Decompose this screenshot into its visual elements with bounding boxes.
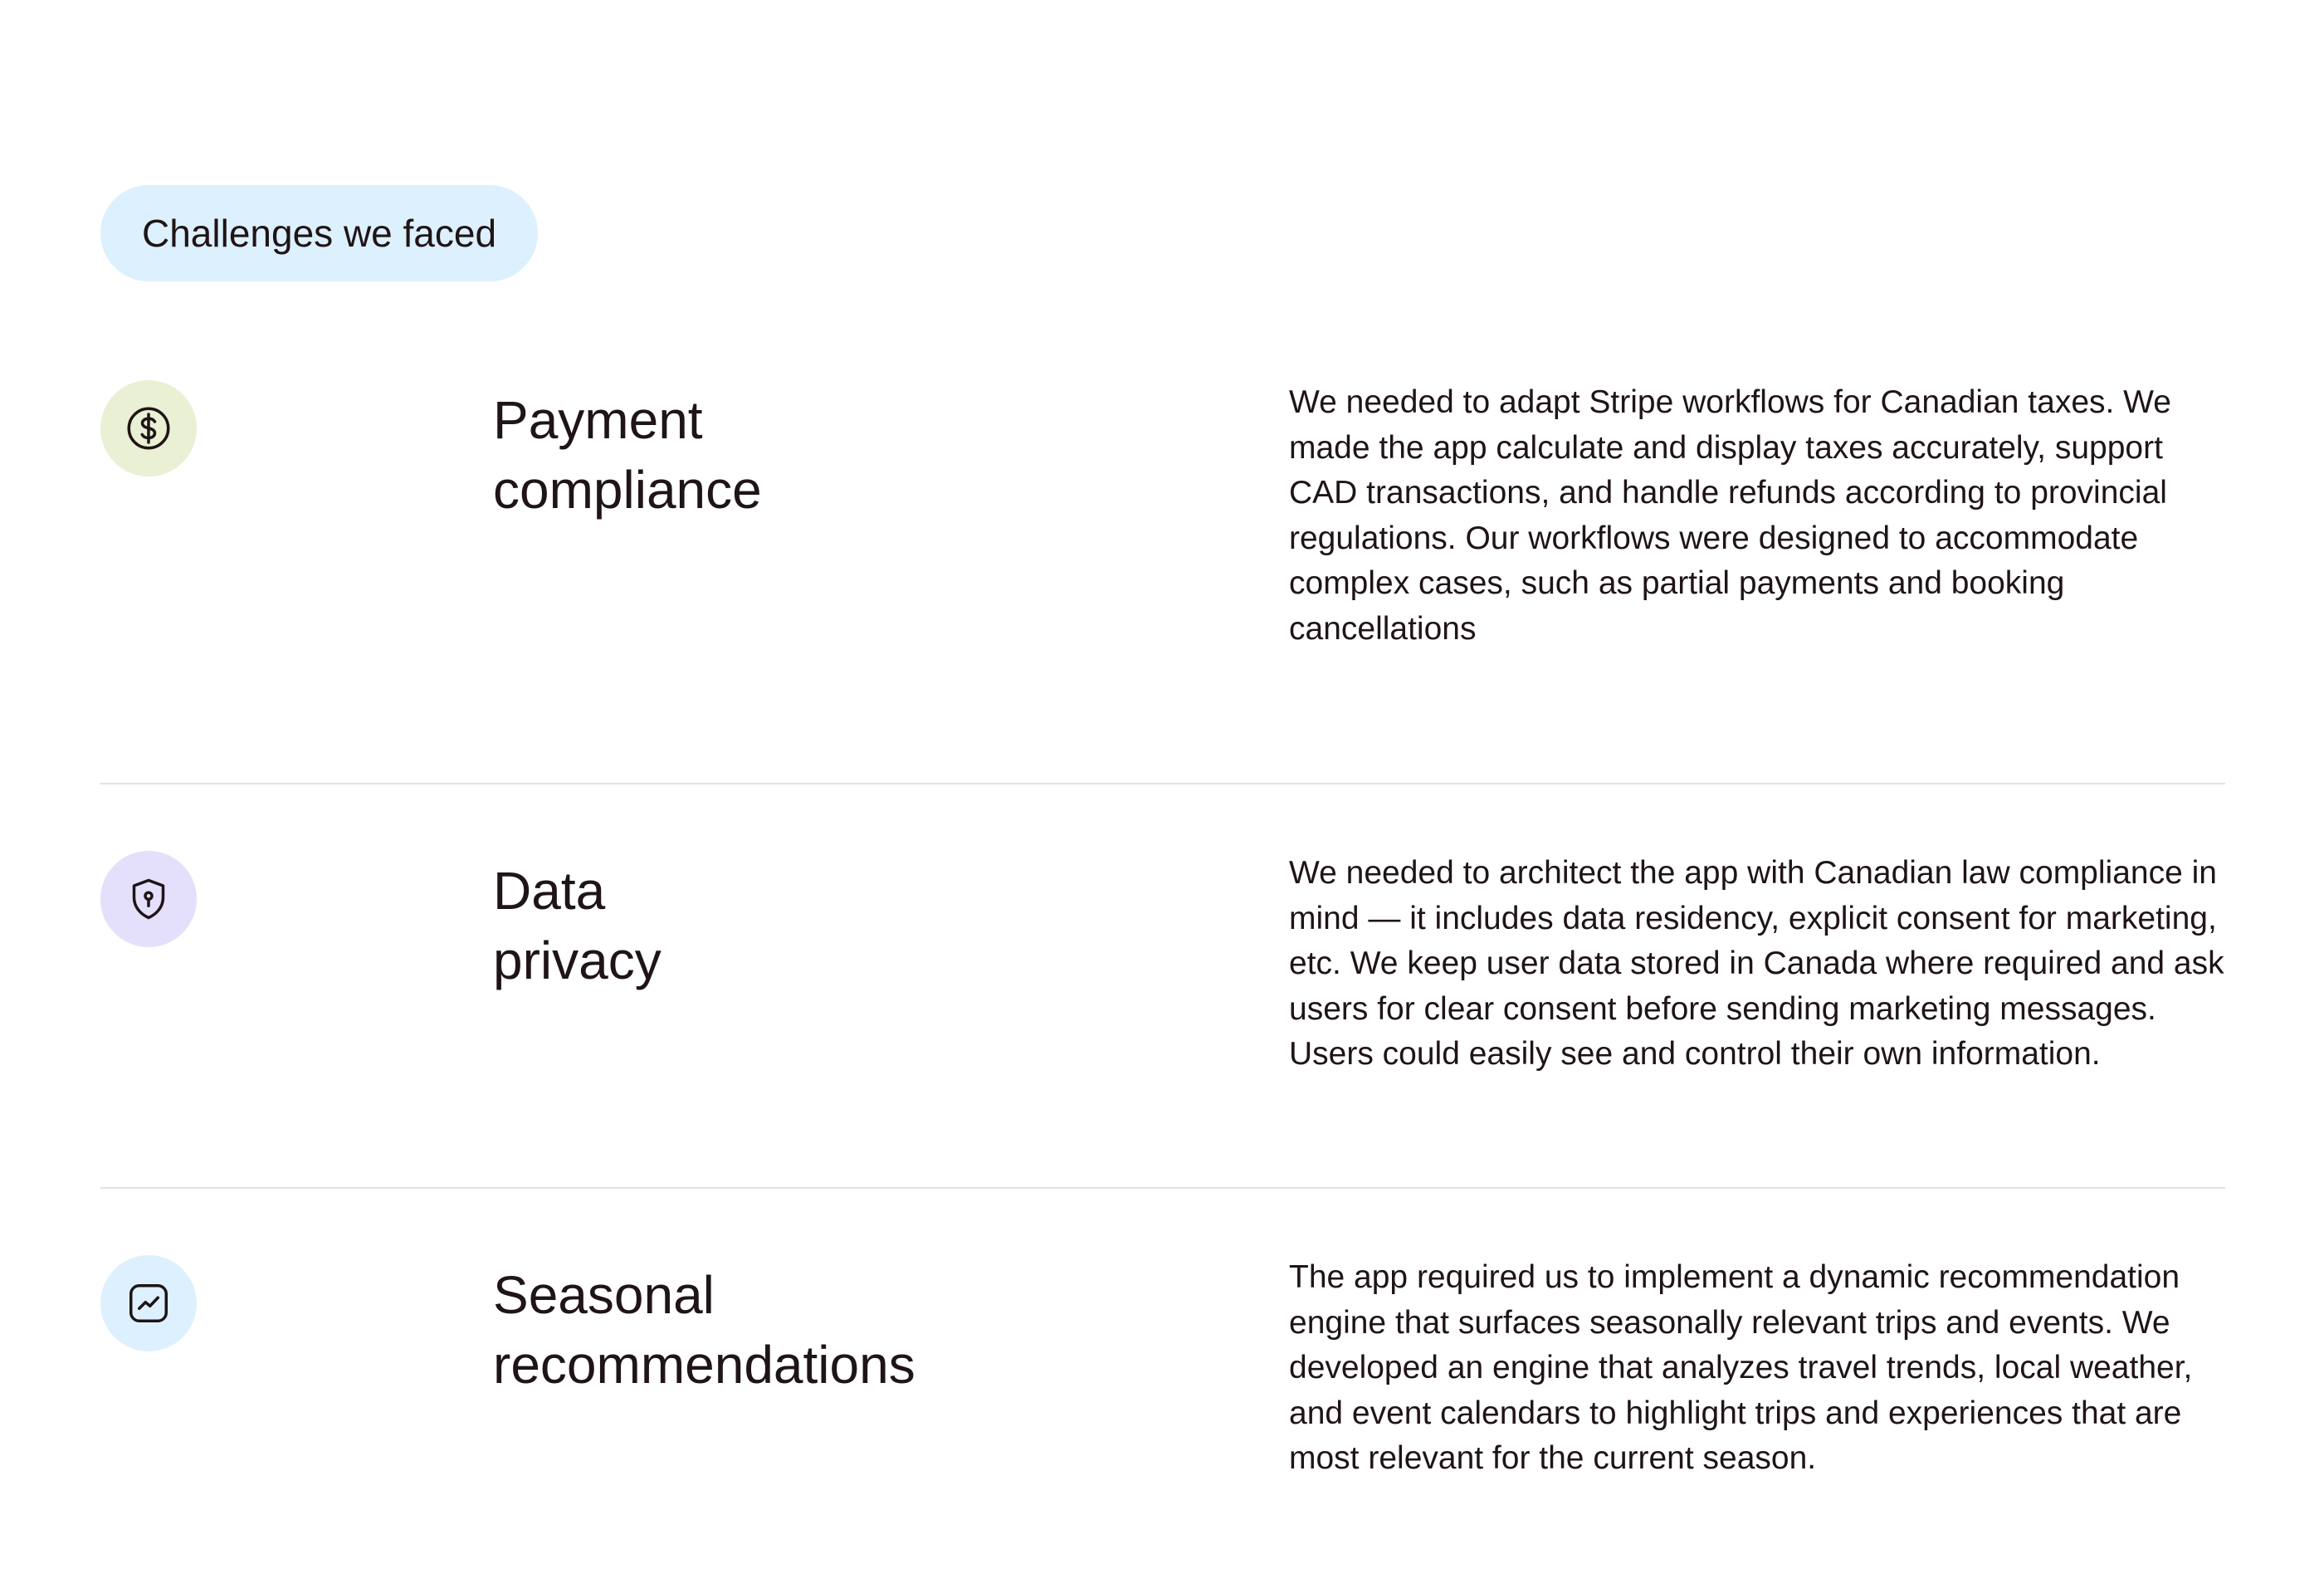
challenges-section	[100, 185, 2225, 1476]
challenge-row-payment	[100, 380, 2225, 784]
challenge-title-line: Seasonal	[493, 1265, 715, 1325]
challenge-title-line: compliance	[493, 460, 762, 520]
challenge-title-line: privacy	[493, 931, 662, 990]
challenge-description: We needed to architect the app with Canadian law compliance in mind — it includes data residency, explicit consent for marketing, etc. We keep user data stored in Canada where required and ask users for clear consent before sending marketing messages. Users could easily see and control their own information.	[1289, 855, 2224, 1072]
challenge-title-line: Payment	[493, 390, 703, 450]
challenge-row-seasonal	[100, 1189, 2225, 1593]
challenge-title-line: recommendations	[493, 1335, 915, 1395]
challenge-icon-wrap	[100, 1255, 197, 1351]
trend-chart-icon	[124, 1278, 173, 1328]
challenge-icon-wrap	[100, 851, 197, 947]
challenges-pill: Challenges we faced	[100, 185, 538, 281]
challenge-description: The app required us to implement a dynamic recommendation engine that surfaces seasonally relevant trips and events. We developed an engine that analyzes travel trends, local weather, and event calendars to highlight trips and experiences that are most relevant for the current season.	[1289, 1259, 2193, 1476]
dollar-circle-icon	[124, 403, 173, 453]
challenge-title-line: Data	[493, 861, 606, 921]
challenge-description: We needed to adapt Stripe workflows for Canadian taxes. We made the app calculate and display taxes accurately, support CAD transactions, and handle refunds according to provincial regulations. Our workflows were designed to accommodate complex cases, such as partial payments and booking cancellations	[1289, 384, 2171, 647]
challenge-title	[493, 385, 1074, 525]
challenge-title	[493, 856, 1074, 995]
challenges-list	[100, 380, 2225, 1593]
challenge-title	[493, 1260, 1074, 1400]
challenge-icon-wrap	[100, 380, 197, 476]
shield-keyhole-icon	[124, 874, 173, 924]
challenge-row-privacy	[100, 784, 2225, 1189]
